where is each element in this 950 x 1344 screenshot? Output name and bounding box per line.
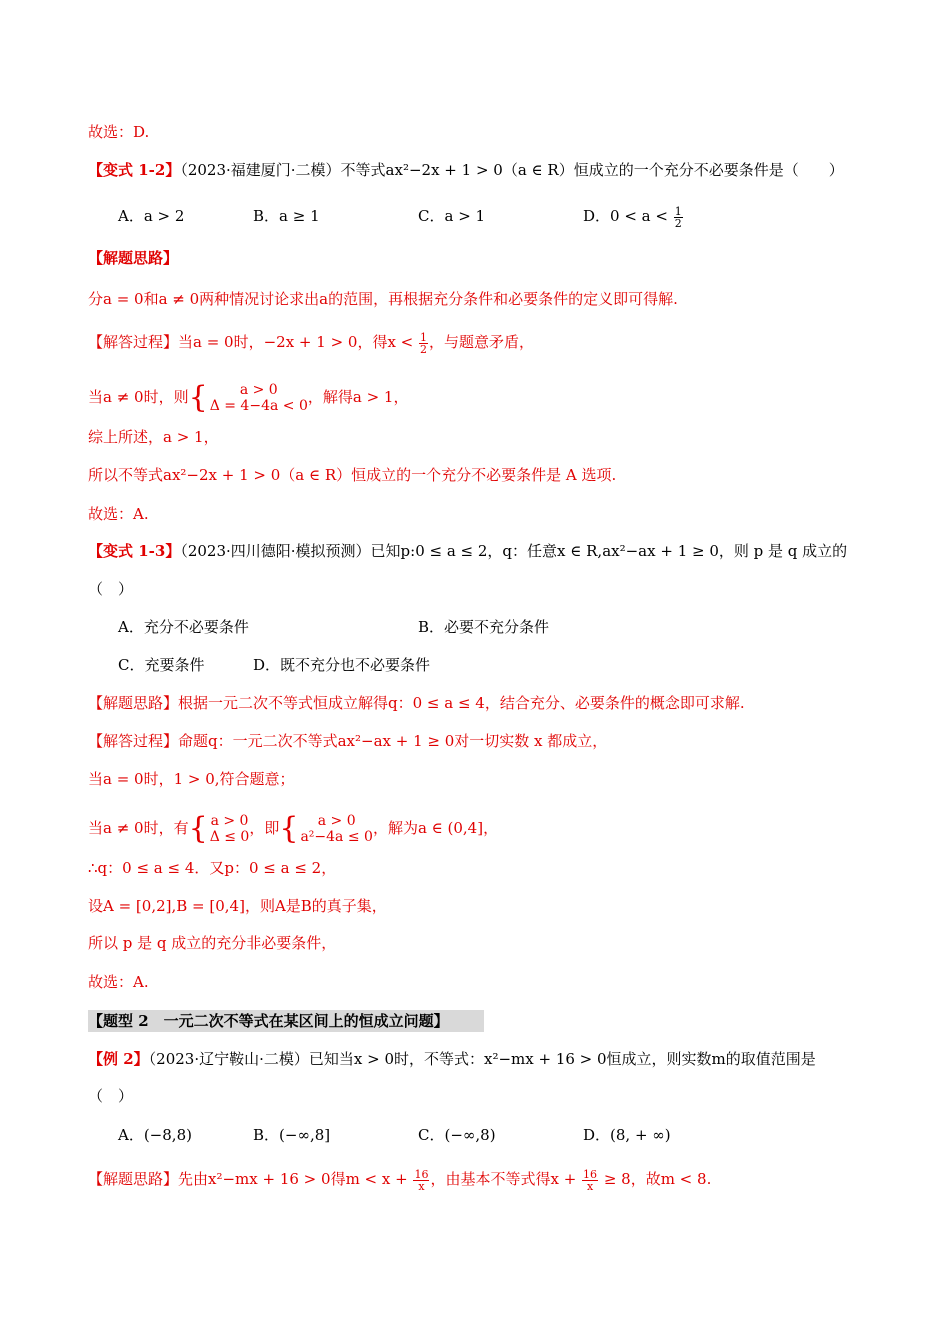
solution-step-1: 当a = 0时，1 > 0,符合题意； [88, 770, 295, 788]
option-a: A．充分不必要条件 [118, 618, 249, 636]
fraction-denominator: x [418, 1179, 425, 1193]
option-c: C．a > 1 [418, 207, 486, 225]
fraction [674, 206, 683, 229]
fraction-denominator: x [586, 1179, 594, 1193]
text-part: ≥ 8，故m < 8. [599, 1170, 712, 1188]
question-paren: （ ） [88, 1087, 134, 1105]
system-row: a > 0 [317, 813, 356, 829]
option-d: D．既不充分也不必要条件 [253, 656, 431, 674]
system-row: Δ = 4−4a < 0 [209, 398, 308, 414]
fraction [582, 1169, 598, 1192]
question-paren: （ ） [88, 580, 134, 598]
equation-system [189, 382, 308, 414]
fraction [419, 332, 428, 355]
solution-idea-label: 【解题思路】 [88, 249, 179, 267]
text-part: 当a ≠ 0时，则 [88, 388, 189, 406]
fraction-numerator: 16 [414, 1167, 429, 1181]
solution-step-2 [88, 382, 408, 414]
option-c: C．(−∞,8) [418, 1126, 496, 1144]
brace-icon: { [188, 380, 208, 415]
option-b: B．(−∞,8] [253, 1126, 331, 1144]
option-d-text: D．0 < a < [583, 207, 673, 225]
example-2 [88, 1048, 816, 1070]
system-row: a²−4a ≤ 0 [300, 829, 373, 845]
system-row: a > 0 [210, 813, 249, 829]
text-part: ，与题意矛盾， [429, 333, 535, 351]
fraction-numerator: 1 [674, 204, 682, 218]
option-c: C．充要条件 [118, 656, 205, 674]
option-d: D．(8, + ∞) [583, 1126, 671, 1144]
fraction-numerator: 1 [420, 330, 428, 344]
text-part: 【解题思路】先由x²−mx + 16 > 0得m < x + [88, 1170, 413, 1188]
option-b: B．a ≥ 1 [253, 207, 320, 225]
equation-system [279, 813, 373, 845]
fraction-denominator: 2 [420, 342, 428, 356]
question-tag: 【变式 1-2】 [88, 161, 181, 179]
solution-step-1 [88, 331, 534, 355]
fraction [413, 1169, 429, 1192]
answer-line: 故选：A. [88, 973, 149, 991]
fraction-numerator: 16 [583, 1167, 598, 1181]
question-tag: 【变式 1-3】 [88, 542, 181, 560]
section-heading: 【题型 2 一元二次不等式在某区间上的恒成立问题】 [88, 1012, 449, 1030]
question-tag: 【例 2】 [88, 1050, 149, 1068]
solution-step-3: ∴q：0 ≤ a ≤ 4．又p：0 ≤ a ≤ 2， [88, 859, 337, 877]
solution-idea-text: 分a = 0和a ≠ 0两种情况讨论求出a的范围，再根据充分条件和必要条件的定义即可得解. [88, 290, 678, 308]
option-d [583, 205, 684, 229]
option-b: B．必要不充分条件 [418, 618, 550, 636]
text-part: ，解为a ∈ (0,4]， [372, 819, 499, 837]
brace-icon: { [188, 811, 208, 846]
option-a: A．(−8,8) [118, 1126, 192, 1144]
solution-step-3: 综上所述，a > 1， [88, 428, 219, 446]
system-row: a > 0 [239, 382, 278, 398]
fraction-denominator: 2 [674, 216, 682, 230]
solution-step-4: 设A = [0,2],B = [0,4]，则A是B的真子集， [88, 897, 387, 915]
solution-step-2 [88, 813, 498, 845]
question-text: （2023·四川德阳·模拟预测）已知p:0 ≤ a ≤ 2，q：任意x ∈ R,ax²−ax + 1 ≥ 0，则 p 是 q 成立的 [180, 542, 848, 560]
solution-process: 【解答过程】命题q：一元二次不等式ax²−ax + 1 ≥ 0对一切实数 x 都成立， [88, 732, 608, 750]
question-1-3 [88, 540, 847, 562]
brace-icon: { [279, 811, 299, 846]
question-text: （2023·福建厦门·二模）不等式ax²−2x + 1 > 0（a ∈ R）恒成立的一个充分不必要条件是（ ） [180, 161, 844, 179]
equation-system [189, 813, 250, 845]
solution-idea: 【解题思路】根据一元二次不等式恒成立解得q：0 ≤ a ≤ 4，结合充分、必要条件的概念即可求解. [88, 694, 745, 712]
answer-line: 故选：A. [88, 505, 149, 523]
answer-line: 故选：D. [88, 123, 150, 141]
system-row: Δ ≤ 0 [209, 829, 250, 845]
text-part: 【解答过程】当a = 0时，−2x + 1 > 0，得x < [88, 333, 419, 351]
question-1-2 [88, 159, 844, 181]
solution-step-4: 所以不等式ax²−2x + 1 > 0（a ∈ R）恒成立的一个充分不必要条件是 A 选项. [88, 466, 617, 484]
text-part: ，由基本不等式得x + [430, 1170, 582, 1188]
solution-idea [88, 1168, 711, 1192]
text-part: ，解得a > 1， [307, 388, 409, 406]
solution-step-5: 所以 p 是 q 成立的充分非必要条件， [88, 934, 337, 952]
option-a: A．a > 2 [118, 207, 185, 225]
text-part: 当a ≠ 0时，有 [88, 819, 189, 837]
question-text: （2023·辽宁鞍山·二模）已知当x > 0时，不等式：x²−mx + 16 > 0恒成立，则实数m的取值范围是 [148, 1050, 816, 1068]
text-part: ，即 [249, 819, 280, 837]
